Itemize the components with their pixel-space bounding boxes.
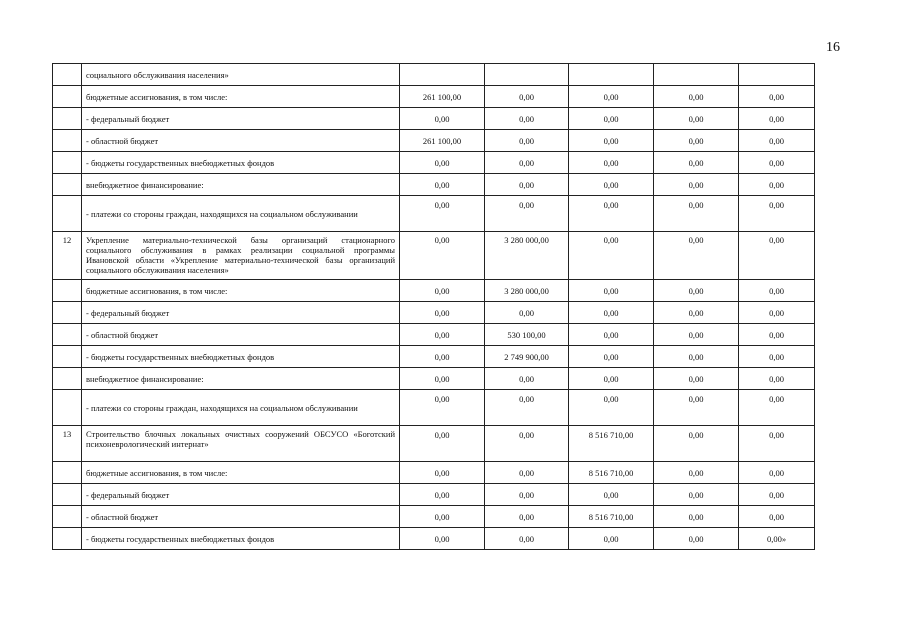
value-col-4: 0,00 xyxy=(654,390,739,426)
row-number xyxy=(53,462,82,484)
value-col-1: 0,00 xyxy=(400,426,485,462)
row-description: - бюджеты государственных внебюджетных фондов xyxy=(82,346,400,368)
table-row xyxy=(53,390,815,426)
row-description: - платежи со стороны граждан, находящихся на социальном обслуживании xyxy=(82,196,400,232)
value-col-4: 0,00 xyxy=(654,462,739,484)
row-description: бюджетные ассигнования, в том числе: xyxy=(82,462,400,484)
value-col-5: 0,00 xyxy=(739,324,815,346)
row-number xyxy=(53,152,82,174)
value-col-2: 0,00 xyxy=(485,368,569,390)
row-number: 13 xyxy=(53,426,82,462)
table-row xyxy=(53,528,815,550)
value-col-1: 0,00 xyxy=(400,232,485,280)
value-col-2: 0,00 xyxy=(485,152,569,174)
row-number xyxy=(53,280,82,302)
table-row xyxy=(53,152,815,174)
value-col-1: 0,00 xyxy=(400,196,485,232)
value-col-3: 0,00 xyxy=(569,368,654,390)
row-description: Строительство блочных локальных очистных сооружений ОБСУСО «Боготский психоневрологический интернат» xyxy=(82,426,400,462)
value-col-1: 0,00 xyxy=(400,528,485,550)
value-col-3: 0,00 xyxy=(569,484,654,506)
value-col-1: 0,00 xyxy=(400,280,485,302)
table-row xyxy=(53,108,815,130)
value-col-2: 0,00 xyxy=(485,130,569,152)
value-col-3: 8 516 710,00 xyxy=(569,426,654,462)
value-col-1: 0,00 xyxy=(400,108,485,130)
value-col-1: 0,00 xyxy=(400,152,485,174)
value-col-4: 0,00 xyxy=(654,108,739,130)
value-col-3: 0,00 xyxy=(569,232,654,280)
row-description: - федеральный бюджет xyxy=(82,108,400,130)
table-row xyxy=(53,232,815,280)
value-col-1: 0,00 xyxy=(400,462,485,484)
table-row xyxy=(53,302,815,324)
value-col-2: 0,00 xyxy=(485,174,569,196)
table-row xyxy=(53,196,815,232)
row-number xyxy=(53,174,82,196)
table-row xyxy=(53,64,815,86)
value-col-3: 8 516 710,00 xyxy=(569,462,654,484)
row-description: Укрепление материально-технической базы организаций стационарного социального обслуживания в рамках реализации социальной программы Ивановской области «Укрепление материально-технической базы организаций социального обслуживания населения» xyxy=(82,232,400,280)
value-col-5: 0,00 xyxy=(739,462,815,484)
value-col-1: 0,00 xyxy=(400,368,485,390)
value-col-3: 0,00 xyxy=(569,108,654,130)
value-col-3: 0,00 xyxy=(569,280,654,302)
table-row xyxy=(53,346,815,368)
row-number xyxy=(53,346,82,368)
row-number xyxy=(53,196,82,232)
value-col-5: 0,00 xyxy=(739,174,815,196)
value-col-2: 0,00 xyxy=(485,302,569,324)
value-col-5: 0,00 xyxy=(739,108,815,130)
row-number xyxy=(53,484,82,506)
table-row xyxy=(53,368,815,390)
row-number: 12 xyxy=(53,232,82,280)
value-col-4: 0,00 xyxy=(654,174,739,196)
value-col-4: 0,00 xyxy=(654,324,739,346)
value-col-1: 261 100,00 xyxy=(400,86,485,108)
value-col-5 xyxy=(739,64,815,86)
value-col-4: 0,00 xyxy=(654,86,739,108)
value-col-5: 0,00 xyxy=(739,232,815,280)
value-col-5: 0,00 xyxy=(739,86,815,108)
value-col-5: 0,00 xyxy=(739,346,815,368)
table-row xyxy=(53,280,815,302)
value-col-1: 0,00 xyxy=(400,324,485,346)
value-col-1: 261 100,00 xyxy=(400,130,485,152)
value-col-2: 2 749 900,00 xyxy=(485,346,569,368)
page-number: 16 xyxy=(826,40,840,55)
value-col-3: 8 516 710,00 xyxy=(569,506,654,528)
value-col-3: 0,00 xyxy=(569,174,654,196)
row-number xyxy=(53,130,82,152)
row-description: внебюджетное финансирование: xyxy=(82,174,400,196)
value-col-3: 0,00 xyxy=(569,528,654,550)
table-row xyxy=(53,426,815,462)
row-description: - областной бюджет xyxy=(82,130,400,152)
value-col-3: 0,00 xyxy=(569,130,654,152)
row-number xyxy=(53,108,82,130)
value-col-2 xyxy=(485,64,569,86)
row-description: - федеральный бюджет xyxy=(82,484,400,506)
row-description: бюджетные ассигнования, в том числе: xyxy=(82,280,400,302)
value-col-5: 0,00 xyxy=(739,152,815,174)
row-description: - федеральный бюджет xyxy=(82,302,400,324)
row-number xyxy=(53,390,82,426)
value-col-1: 0,00 xyxy=(400,302,485,324)
value-col-4 xyxy=(654,64,739,86)
row-number xyxy=(53,64,82,86)
row-number xyxy=(53,528,82,550)
value-col-4: 0,00 xyxy=(654,302,739,324)
value-col-1: 0,00 xyxy=(400,506,485,528)
value-col-2: 0,00 xyxy=(485,108,569,130)
row-description: бюджетные ассигнования, в том числе: xyxy=(82,86,400,108)
value-col-1: 0,00 xyxy=(400,390,485,426)
row-number xyxy=(53,368,82,390)
value-col-3 xyxy=(569,64,654,86)
row-number xyxy=(53,324,82,346)
value-col-5: 0,00 xyxy=(739,130,815,152)
value-col-4: 0,00 xyxy=(654,130,739,152)
value-col-5: 0,00 xyxy=(739,390,815,426)
value-col-1 xyxy=(400,64,485,86)
value-col-2: 0,00 xyxy=(485,484,569,506)
row-number xyxy=(53,506,82,528)
row-description: - областной бюджет xyxy=(82,324,400,346)
value-col-4: 0,00 xyxy=(654,196,739,232)
table-row xyxy=(53,130,815,152)
value-col-4: 0,00 xyxy=(654,426,739,462)
value-col-3: 0,00 xyxy=(569,152,654,174)
value-col-3: 0,00 xyxy=(569,302,654,324)
value-col-5: 0,00 xyxy=(739,484,815,506)
row-description: - платежи со стороны граждан, находящихся на социальном обслуживании xyxy=(82,390,400,426)
row-number xyxy=(53,302,82,324)
value-col-4: 0,00 xyxy=(654,368,739,390)
value-col-2: 0,00 xyxy=(485,426,569,462)
value-col-1: 0,00 xyxy=(400,346,485,368)
table-row xyxy=(53,484,815,506)
value-col-5: 0,00 xyxy=(739,302,815,324)
value-col-2: 0,00 xyxy=(485,86,569,108)
value-col-4: 0,00 xyxy=(654,506,739,528)
value-col-4: 0,00 xyxy=(654,152,739,174)
value-col-4: 0,00 xyxy=(654,484,739,506)
table-row xyxy=(53,324,815,346)
row-description: - областной бюджет xyxy=(82,506,400,528)
value-col-5: 0,00» xyxy=(739,528,815,550)
value-col-2: 3 280 000,00 xyxy=(485,232,569,280)
value-col-2: 0,00 xyxy=(485,390,569,426)
table-row xyxy=(53,174,815,196)
value-col-4: 0,00 xyxy=(654,346,739,368)
value-col-2: 3 280 000,00 xyxy=(485,280,569,302)
table-row xyxy=(53,506,815,528)
budget-table xyxy=(52,63,815,550)
value-col-5: 0,00 xyxy=(739,280,815,302)
value-col-5: 0,00 xyxy=(739,196,815,232)
row-description: внебюджетное финансирование: xyxy=(82,368,400,390)
value-col-1: 0,00 xyxy=(400,174,485,196)
value-col-4: 0,00 xyxy=(654,232,739,280)
value-col-2: 0,00 xyxy=(485,462,569,484)
value-col-1: 0,00 xyxy=(400,484,485,506)
value-col-5: 0,00 xyxy=(739,368,815,390)
value-col-5: 0,00 xyxy=(739,426,815,462)
value-col-4: 0,00 xyxy=(654,280,739,302)
row-description: социального обслуживания населения» xyxy=(82,64,400,86)
row-number xyxy=(53,86,82,108)
value-col-2: 0,00 xyxy=(485,506,569,528)
value-col-3: 0,00 xyxy=(569,390,654,426)
value-col-5: 0,00 xyxy=(739,506,815,528)
value-col-3: 0,00 xyxy=(569,346,654,368)
row-description: - бюджеты государственных внебюджетных фондов xyxy=(82,152,400,174)
value-col-2: 0,00 xyxy=(485,196,569,232)
value-col-3: 0,00 xyxy=(569,86,654,108)
value-col-4: 0,00 xyxy=(654,528,739,550)
value-col-2: 530 100,00 xyxy=(485,324,569,346)
value-col-3: 0,00 xyxy=(569,196,654,232)
table-row xyxy=(53,462,815,484)
value-col-3: 0,00 xyxy=(569,324,654,346)
row-description: - бюджеты государственных внебюджетных фондов xyxy=(82,528,400,550)
table-row xyxy=(53,86,815,108)
value-col-2: 0,00 xyxy=(485,528,569,550)
